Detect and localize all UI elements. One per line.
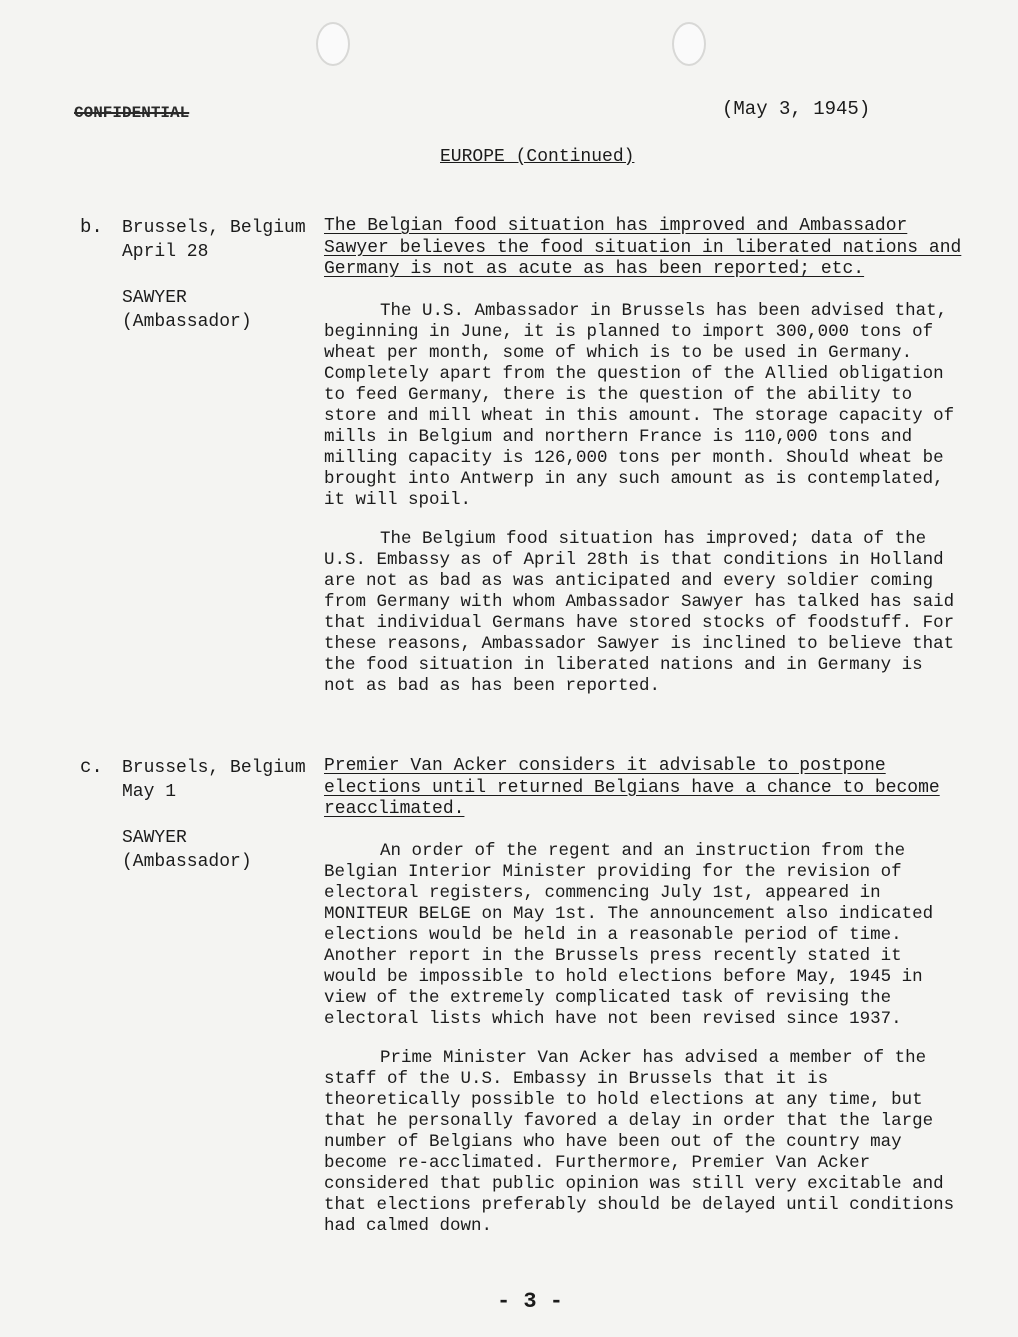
- entry-paragraph: The U.S. Ambassador in Brussels has been advised that, beginning in June, it is planned to import 300,000 tons of wheat per month, some of which is to be used in Germany. Completely apart from the question of the Allied obligation to feed Germany, there is the question of the ability to store and mill wheat in this amount. The storage capacity of mills in Belgium and northern France is 110,000 tons and milling capacity is 126,000 tons per month. Should wheat be brought into Antwerp in any such amount as is contemplated, it will spoil.: [324, 300, 955, 510]
- punch-hole-right: [672, 22, 706, 66]
- entry-paragraph: The Belgium food situation has improved; data of the U.S. Embassy as of April 28th is that conditions in Holland are not as bad as was anticipated and every soldier coming from Germany with whom Ambassador Sawyer has talked has said that individual Germans have stored stocks of foodstuff. For these reasons, Ambassador Sawyer is inclined to believe that the food situation in liberated nations and in Germany is not as bad as has been reported.: [324, 528, 955, 696]
- entry-body: [324, 216, 964, 715]
- document-date: (May 3, 1945): [722, 98, 871, 120]
- entry-paragraph: Prime Minister Van Acker has advised a member of the staff of the U.S. Embassy in Brussels that it is theoretically possible to hold elections at any time, but that he personally favored a delay in order that the large number of Belgians who have been out of the country may become re-acclimated. Furthermore, Premier Van Acker considered that public opinion was still very excitable and that elections preferably should be delayed until conditions had calmed down.: [324, 1047, 955, 1236]
- entry-role: (Ambassador): [122, 852, 252, 872]
- entry-headline: The Belgian food situation has improved and Ambassador Sawyer believes the food situation in liberated nations and Germany is not as acute as has been reported; etc.: [324, 216, 962, 279]
- entry-letter: c.: [80, 756, 103, 778]
- entry-role: (Ambassador): [122, 312, 252, 332]
- page-number: - 3 -: [497, 1289, 564, 1314]
- entry-date: May 1: [122, 782, 177, 802]
- classification-stamp: CONFIDENTIAL: [74, 104, 190, 122]
- entry-location: Brussels, Belgium: [122, 758, 306, 778]
- entry-headline: Premier Van Acker considers it advisable to postpone elections until returned Belgians have a chance to become reacclimated.: [324, 756, 940, 819]
- entry-paragraph: An order of the regent and an instruction from the Belgian Interior Minister providing for the revision of electoral registers, commencing July 1st, appeared in MONITEUR BELGE on May 1st. The announcement also indicated elections would be held in a reasonable period of time. Another report in the Brussels press recently stated it would be impossible to hold elections before May, 1945 in view of the extremely complicated task of revising the electoral lists which have not been revised since 1937.: [324, 840, 934, 1029]
- entry-meta: [122, 216, 332, 334]
- entry-meta: [122, 756, 332, 874]
- section-title: EUROPE (Continued): [440, 147, 635, 167]
- entry-letter: b.: [80, 216, 103, 238]
- entry-location: Brussels, Belgium: [122, 218, 306, 238]
- entry-name: SAWYER: [122, 828, 187, 848]
- entry-date: April 28: [122, 242, 209, 262]
- entry-body: [324, 756, 964, 1255]
- punch-hole-left: [316, 22, 350, 66]
- entry-name: SAWYER: [122, 288, 187, 308]
